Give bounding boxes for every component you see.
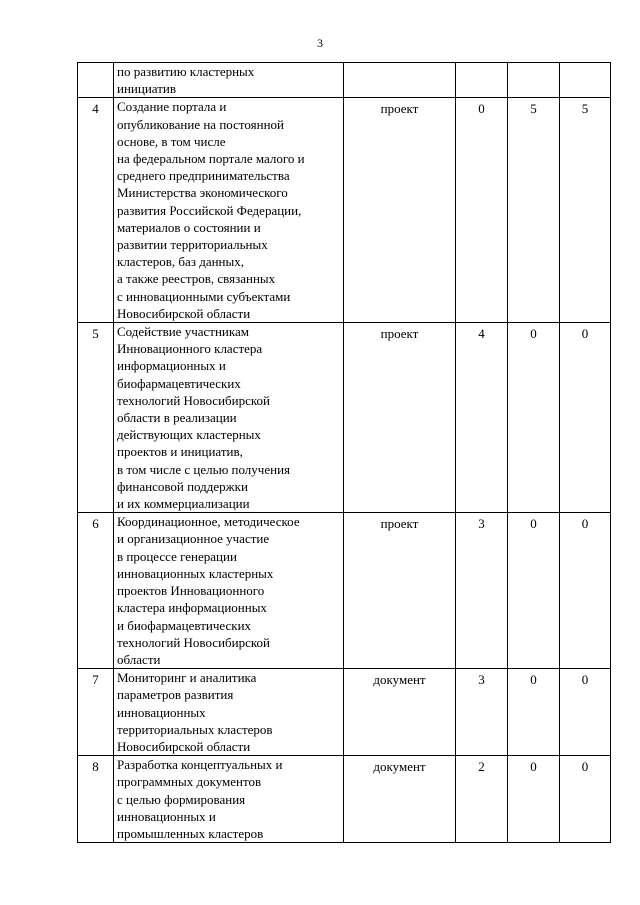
value-cell-1: 3 <box>456 513 508 669</box>
measure-name-cell <box>114 63 344 98</box>
measure-name-line: Инновационного кластера <box>117 341 263 357</box>
measure-name-cell <box>114 98 344 323</box>
value-cell-3: 0 <box>560 669 611 756</box>
value-cell-1: 2 <box>456 756 508 843</box>
measure-name-line: на федеральном портале малого и <box>117 151 305 167</box>
row-number-cell: 8 <box>78 756 114 843</box>
measure-name-line: по развитию кластерных <box>117 64 255 79</box>
measure-name-line: биофармацевтических <box>117 375 241 391</box>
measure-name-line: инновационных кластерных <box>117 565 274 581</box>
measure-name-line: Разработка концептуальных и <box>117 757 283 773</box>
measure-name-line: и биофармацевтических <box>117 617 252 633</box>
measure-name-line: Мониторинг и аналитика <box>117 670 257 686</box>
table-row <box>78 98 611 323</box>
measure-name-line: проектов и инициатив, <box>117 444 243 460</box>
value-cell-1: 3 <box>456 669 508 756</box>
measure-name-line: Создание портала и <box>117 99 227 115</box>
measure-name-cell <box>114 669 344 756</box>
measure-name-line: развития Российской Федерации, <box>117 202 302 218</box>
measure-name-line: основе, в том числе <box>117 133 226 149</box>
measure-name-line: материалов о состоянии и <box>117 219 261 235</box>
measure-name-line: действующих кластерных <box>117 427 261 443</box>
table-row <box>78 63 611 98</box>
measure-name-line: с инновационными субъектами <box>117 288 291 304</box>
measure-name-line: программных документов <box>117 774 262 790</box>
value-cell-1: 0 <box>456 98 508 323</box>
value-cell-3 <box>560 63 611 98</box>
measure-name-line: и их коммерциализации <box>117 496 250 512</box>
measure-name-line: территориальных кластеров <box>117 721 273 737</box>
result-type-cell: проект <box>344 513 456 669</box>
row-number-cell <box>78 63 114 98</box>
measure-name-line: инновационных <box>117 704 206 720</box>
measure-name-line: финансовой поддержки <box>117 478 248 494</box>
value-cell-2: 0 <box>508 323 560 513</box>
table-row <box>78 756 611 843</box>
table-row <box>78 513 611 669</box>
row-number-cell: 6 <box>78 513 114 669</box>
result-type-cell: документ <box>344 669 456 756</box>
measure-name-line: инициатив <box>117 81 176 97</box>
value-cell-2: 5 <box>508 98 560 323</box>
measure-name-cell <box>114 513 344 669</box>
measure-name-line: Новосибирской области <box>117 305 251 321</box>
value-cell-2: 0 <box>508 669 560 756</box>
value-cell-3: 0 <box>560 513 611 669</box>
table-row <box>78 323 611 513</box>
measure-name-line: технологий Новосибирской <box>117 392 270 408</box>
measure-name-line: области в реализации <box>117 410 237 426</box>
measure-name-line: Новосибирской области <box>117 738 251 754</box>
measure-name-line: области <box>117 651 161 667</box>
measure-name-cell <box>114 323 344 513</box>
value-cell-3: 0 <box>560 756 611 843</box>
measure-name-line: в процессе генерации <box>117 548 237 564</box>
value-cell-2: 0 <box>508 756 560 843</box>
measure-name-line: и организационное участие <box>117 531 270 547</box>
measure-name-line: развитии территориальных <box>117 237 268 253</box>
measure-name-line: с целью формирования <box>117 791 246 807</box>
measure-name-line: технологий Новосибирской <box>117 634 270 650</box>
row-number-cell: 5 <box>78 323 114 513</box>
measure-name-line: проектов Инновационного <box>117 583 265 599</box>
page-number: 3 <box>317 36 323 50</box>
value-cell-3: 0 <box>560 323 611 513</box>
table-row <box>78 669 611 756</box>
result-type-cell: проект <box>344 98 456 323</box>
measure-name-cell <box>114 756 344 843</box>
measure-name-line: кластера информационных <box>117 600 267 616</box>
value-cell-1 <box>456 63 508 98</box>
measure-name-line: среднего предпринимательства <box>117 168 290 184</box>
measure-name-line: Министерства экономического <box>117 185 288 201</box>
measure-name-line: кластеров, баз данных, <box>117 254 244 270</box>
measure-name-line: информационных и <box>117 358 226 374</box>
value-cell-1: 4 <box>456 323 508 513</box>
measure-name-line: параметров развития <box>117 687 234 703</box>
result-type-cell <box>344 63 456 98</box>
measure-name-line: а также реестров, связанных <box>117 271 276 287</box>
value-cell-2: 0 <box>508 513 560 669</box>
result-type-cell: проект <box>344 323 456 513</box>
row-number-cell: 4 <box>78 98 114 323</box>
measures-table <box>77 62 611 843</box>
value-cell-3: 5 <box>560 98 611 323</box>
measure-name-line: опубликование на постоянной <box>117 116 284 132</box>
value-cell-2 <box>508 63 560 98</box>
row-number-cell: 7 <box>78 669 114 756</box>
measure-name-line: инновационных и <box>117 808 216 824</box>
measure-name-line: в том числе с целью получения <box>117 461 290 477</box>
table-body <box>78 63 611 843</box>
measure-name-line: Содействие участникам <box>117 324 249 340</box>
result-type-cell: документ <box>344 756 456 843</box>
measure-name-line: Координационное, методическое <box>117 514 300 530</box>
measure-name-line: промышленных кластеров <box>117 825 264 841</box>
